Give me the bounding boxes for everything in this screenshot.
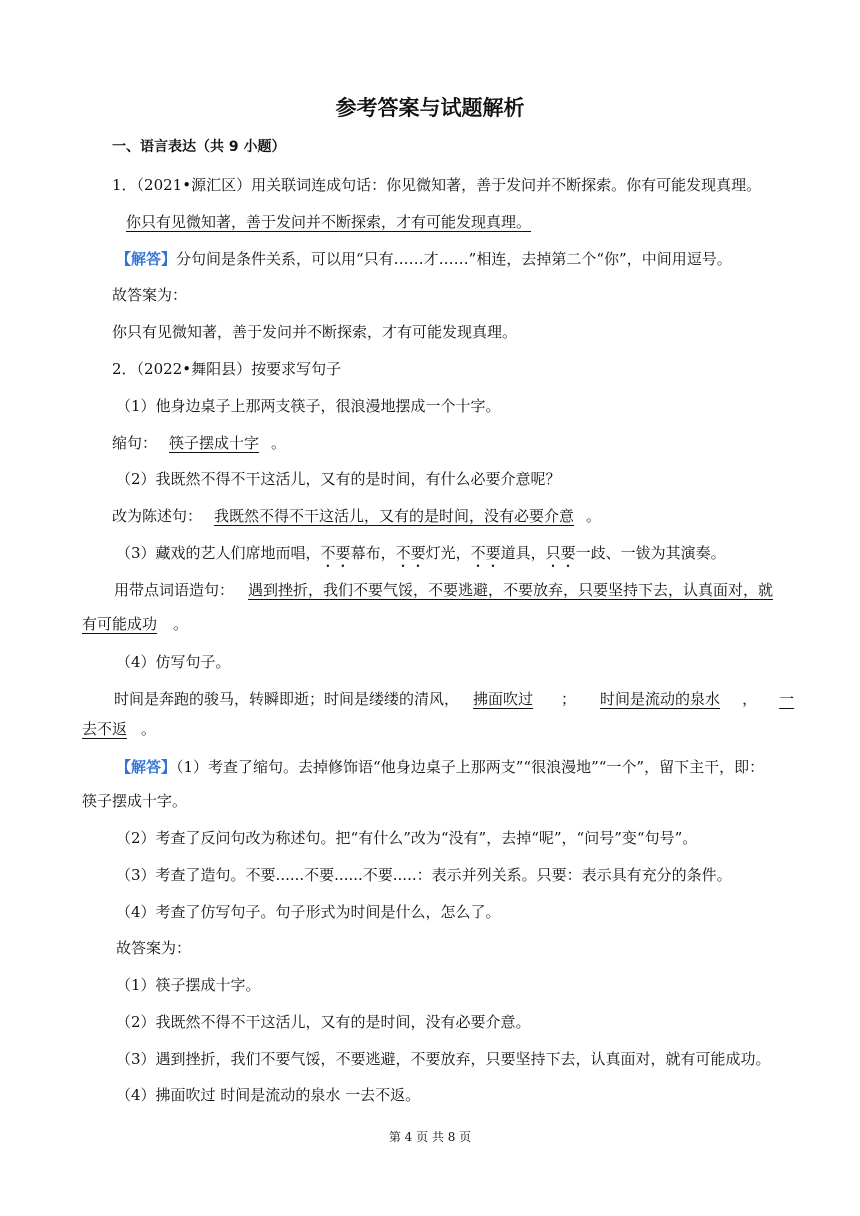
page-title: 参考答案与试题解析 [335,96,525,120]
section-heading: 一、语言表达（共 9 小题） [112,139,286,155]
q2-part2: （2）我既然不得不干这活儿，又有的是时间，有什么必要介意呢？ [116,470,561,488]
q2-part3-text-e: 一歧、一钹为其演奏。 [575,544,726,562]
q2-part3-text-d: 道具， [500,544,546,562]
q2-part3-end: 。 [173,615,189,633]
q2-part4-answer-1: 拂面吹过 [473,690,534,708]
q2-part3-text-a: （3）藏戏的艺人们席地而唱， [116,544,321,562]
q1-analysis-line [116,248,732,270]
q2-part4-answer-3b: 去不返 [82,720,128,738]
q2-analysis-1: （1）考查了缩句。去掉修饰语“他身边桌子上那两支”“很浪漫地”“一个”，留下主干，即： [176,758,765,776]
q2-part3-text-c: 灯光， [425,544,471,562]
q2-final-1: （1）筷子摆成十字。 [116,976,261,994]
q2-part3-text-b: 幕布， [350,544,396,562]
q2-part1-answer: 筷子摆成十字 [169,434,260,452]
q2-part4-text: 时间是奔跑的骏马，转瞬即逝；时间是缕缕的清风， [114,690,460,708]
q2-part1-answer-line [112,432,286,454]
q2-part2-answer: 我既然不得不干这活儿，又有的是时间，没有必要介意 [214,507,575,525]
page-footer: 第 4 页 共 8 页 [388,1130,472,1144]
q2-part4-line-2 [82,718,156,740]
q2-part4-sep-1: ； [561,690,577,708]
q1-analysis-tag: 【解答】 [116,250,177,268]
dotted-word: 只要 [545,544,576,562]
q2-part4: （4）仿写句子。 [116,653,231,671]
q2-part4-answer-3a: 一 [779,690,795,708]
q2-part3-answer-line [114,579,773,601]
q1-final-answer: 你只有见微知著，善于发问并不断探索，才有可能发现真理。 [112,323,518,341]
q1-answer-line [114,211,537,233]
q1-stem: 1．（2021•源汇区）用关联词连成句话：你见微知著，善于发问并不断探索。你有可能发现真理。 [112,176,762,194]
q2-part3-label: 用带点词语造句： [114,581,235,599]
q2-answer-intro: 故答案为： [116,939,192,957]
q2-part1-end: 。 [271,434,287,452]
q2-analysis-2: （2）考查了反问句改为称述句。把“有什么”改为“没有”，去掉“呢”，“问号”变“句号”。 [116,829,698,847]
q2-part3-answer-1: 遇到挫折，我们不要气馁，不要逃避，不要放弃，只要坚持下去，认真面对，就 [248,581,774,599]
q2-part4-answer-2: 时间是流动的泉水 [600,690,721,708]
q1-analysis: 分句间是条件关系，可以用“只有……才……”相连，去掉第二个“你”，中间用逗号。 [176,250,732,268]
q2-part2-label: 改为陈述句： [112,507,203,525]
q2-analysis-3: （3）考查了造句。不要......不要......不要.....：表示并列关系。只要：表示具有充分的条件。 [116,866,732,884]
q2-stem: 2．（2022•舞阳县）按要求写句子 [112,360,342,378]
dotted-word: 不要 [470,544,501,562]
q2-analysis-tag: 【解答】 [116,758,177,776]
q2-part4-line [114,688,794,710]
q2-part2-answer-line [112,505,601,527]
q2-analysis-line-1 [116,756,764,778]
q2-analysis-4: （4）考查了仿写句子。句子形式为时间是什么，怎么了。 [116,903,501,921]
q2-part4-sep-2: ， [742,690,758,708]
q2-part3 [116,542,726,571]
q2-part2-end: 。 [586,507,602,525]
q2-part3-answer-line-2 [82,613,188,635]
q2-part3-answer-2: 有可能成功 [82,615,158,633]
q2-analysis-1-cont: 筷子摆成十字。 [82,792,188,810]
q2-part1: （1）他身边桌子上那两支筷子，很浪漫地摆成一个十字。 [116,397,501,415]
q2-final-2: （2）我既然不得不干这活儿，又有的是时间，没有必要介意。 [116,1013,531,1031]
q1-answer-intro: 故答案为： [112,286,188,304]
dotted-word: 不要 [320,544,351,562]
q2-final-3: （3）遇到挫折，我们不要气馁，不要逃避，不要放弃，只要坚持下去，认真面对，就有可能成功。 [116,1050,771,1068]
q2-final-4: （4）拂面吹过 时间是流动的泉水 一去不返。 [116,1086,421,1104]
q2-part1-label: 缩句： [112,434,158,452]
q2-part4-end: 。 [141,720,157,738]
dotted-word: 不要 [395,544,426,562]
q1-answer: 你只有见微知著，善于发问并不断探索，才有可能发现真理。 [126,213,532,231]
